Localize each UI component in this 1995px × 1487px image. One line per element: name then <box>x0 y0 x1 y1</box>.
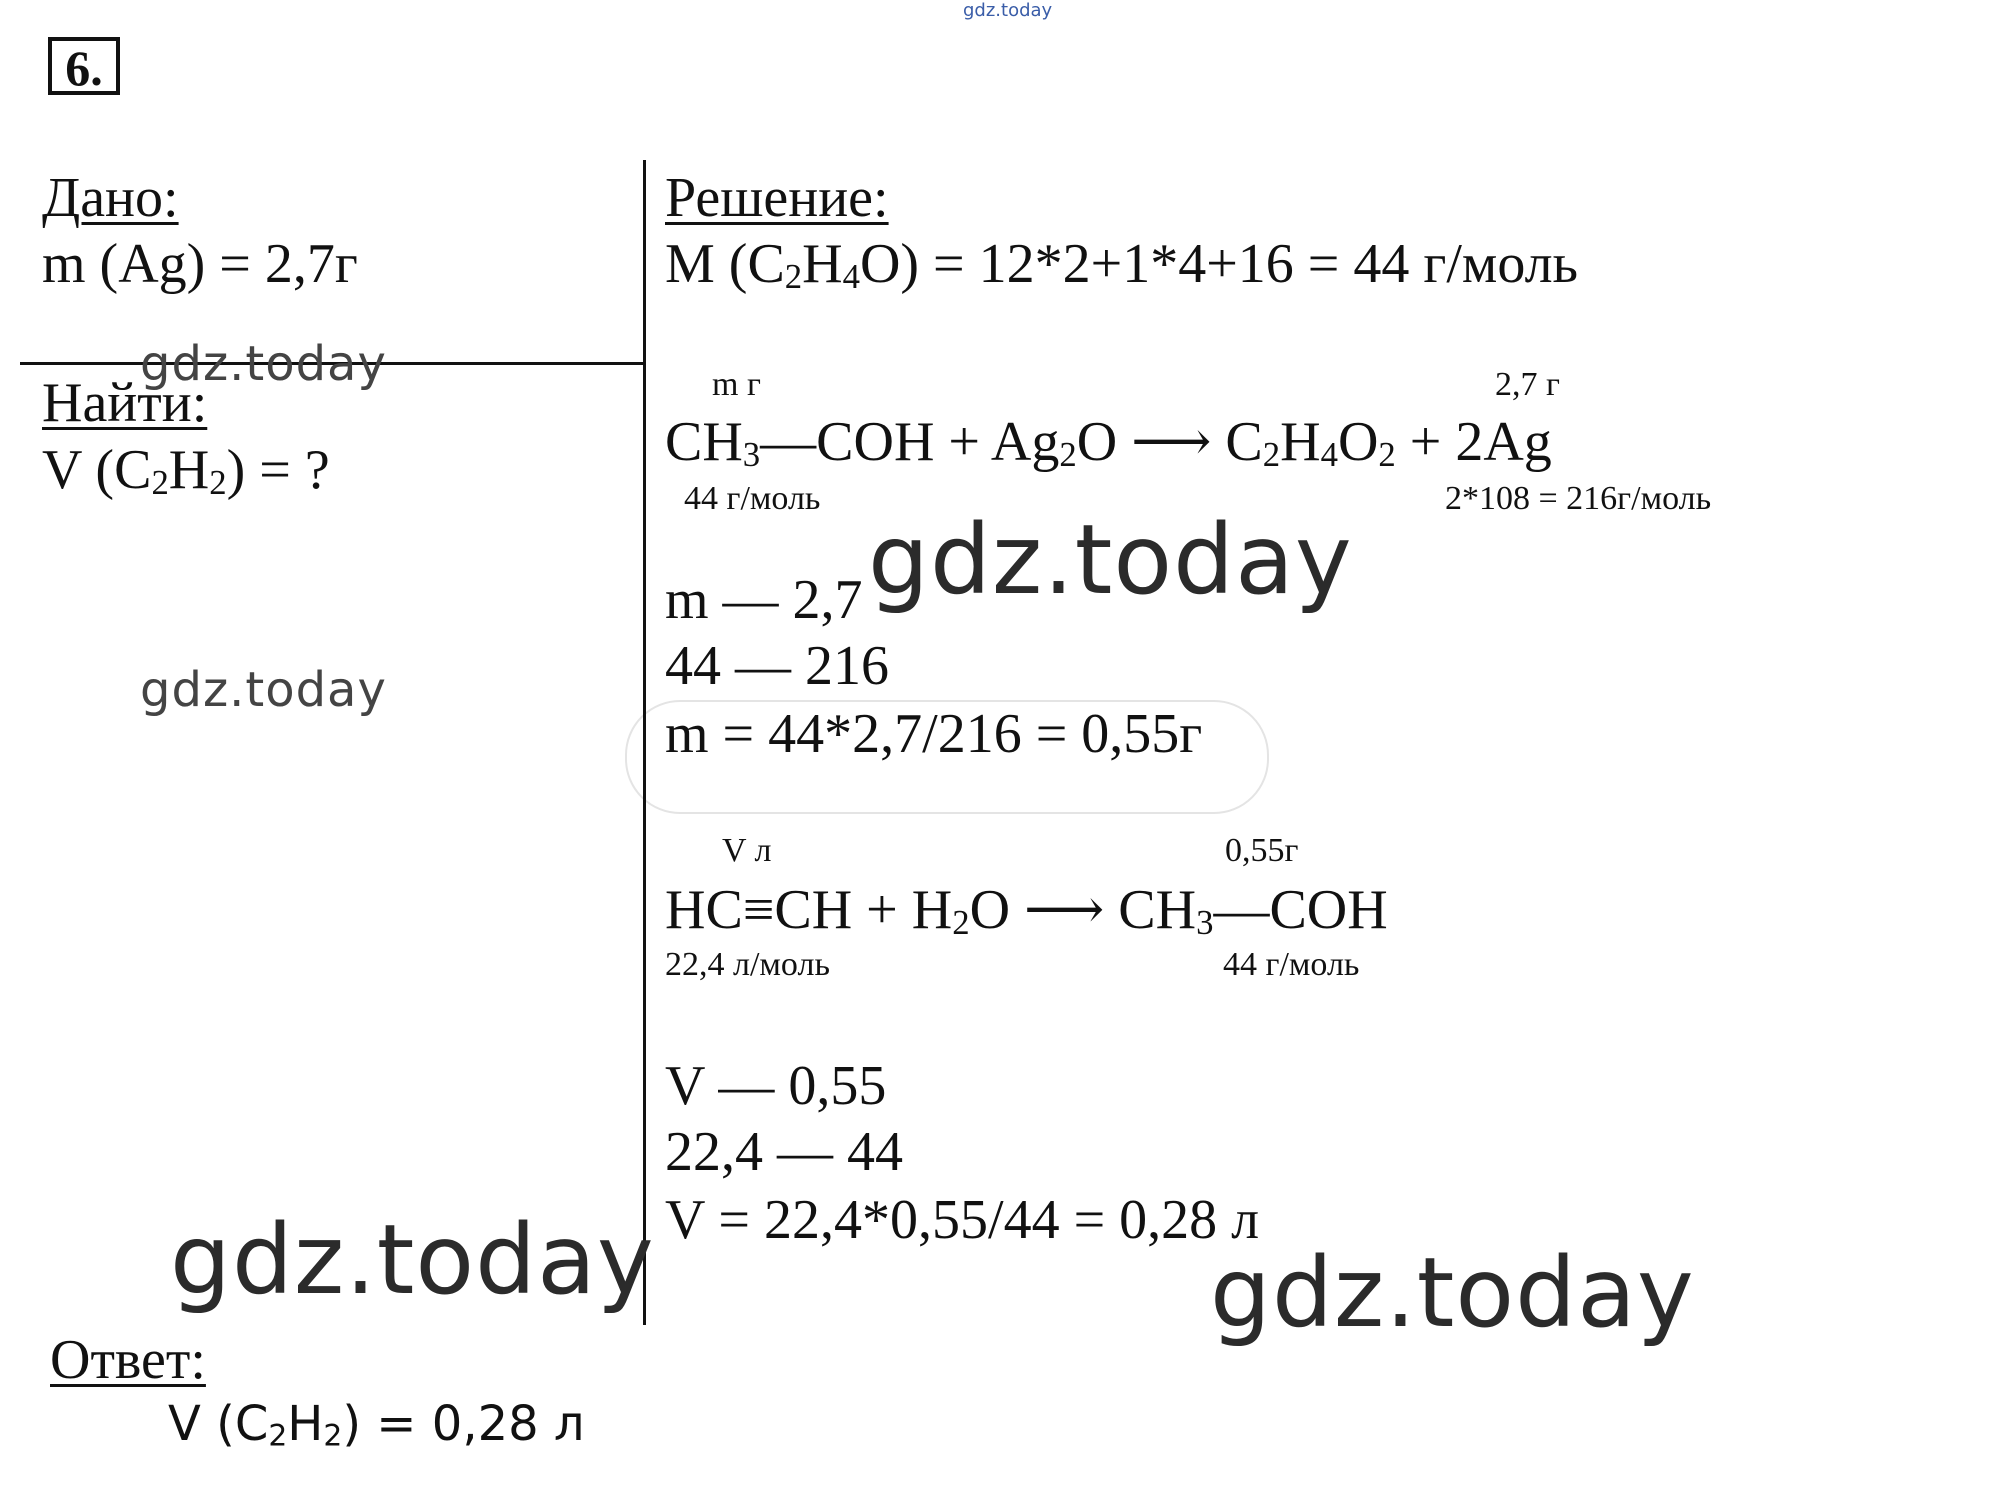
reaction2-below-right: 44 г/моль <box>1223 946 1360 983</box>
reaction2-below-left: 22,4 л/моль <box>665 946 830 983</box>
proportion1-line1: m — 2,7 <box>665 569 863 631</box>
watermark-bottom-left: gdz.today <box>170 1204 655 1316</box>
find-volume-acetylene: V $(C_2H_2)$ = ? <box>42 439 330 503</box>
problem-number-box: 6. <box>48 37 120 95</box>
vertical-divider <box>643 160 646 1325</box>
proportion2-line2: 22,4 — 44 <box>665 1121 903 1183</box>
answer-heading: Ответ: <box>50 1329 206 1391</box>
watermark-top: gdz.today <box>963 0 1053 21</box>
reaction1-above-left: m г <box>712 366 761 403</box>
reaction1-below-right: 2*108 = 216г/моль <box>1445 480 1712 517</box>
reaction2-above-right: 0,55г <box>1225 832 1299 869</box>
watermark-left-upper: gdz.today <box>140 336 387 392</box>
reaction1-equation: $CH_3—COH + Ag_2O$ ⟶ $C_2H_4O_2 + 2Ag$ <box>665 411 1552 475</box>
reaction2-above-left: V л <box>722 832 772 869</box>
answer-value: V $(C_2H_2) = 0,28$ л <box>168 1396 585 1454</box>
reaction2-equation: $HC\equiv CH + H_2O$ ⟶ $CH_3—COH$ <box>665 879 1388 943</box>
proportion2-line1: V — 0,55 <box>665 1055 887 1117</box>
reaction1-above-right: 2,7 г <box>1495 366 1560 403</box>
molar-mass-acetaldehyde: M $(C_2H_4O) = 12*2+1*4+16 = 44$ г/моль <box>665 233 1579 297</box>
solution-heading: Решение: <box>665 167 889 229</box>
watermark-bottom-right: gdz.today <box>1210 1237 1695 1349</box>
proportion1-result: m = 44*2,7/216 = 0,55г <box>665 703 1203 765</box>
reaction1-below-left: 44 г/моль <box>684 480 821 517</box>
proportion2-result: V = 22,4*0,55/44 = 0,28 л <box>665 1189 1260 1251</box>
given-heading: Дано: <box>42 167 179 229</box>
watermark-center: gdz.today <box>868 504 1353 616</box>
proportion1-line2: 44 — 216 <box>665 635 889 697</box>
given-mass-silver: m (Ag) = 2,7г <box>42 233 358 295</box>
find-heading: Найти: <box>42 372 208 434</box>
watermark-left-middle: gdz.today <box>140 662 387 718</box>
